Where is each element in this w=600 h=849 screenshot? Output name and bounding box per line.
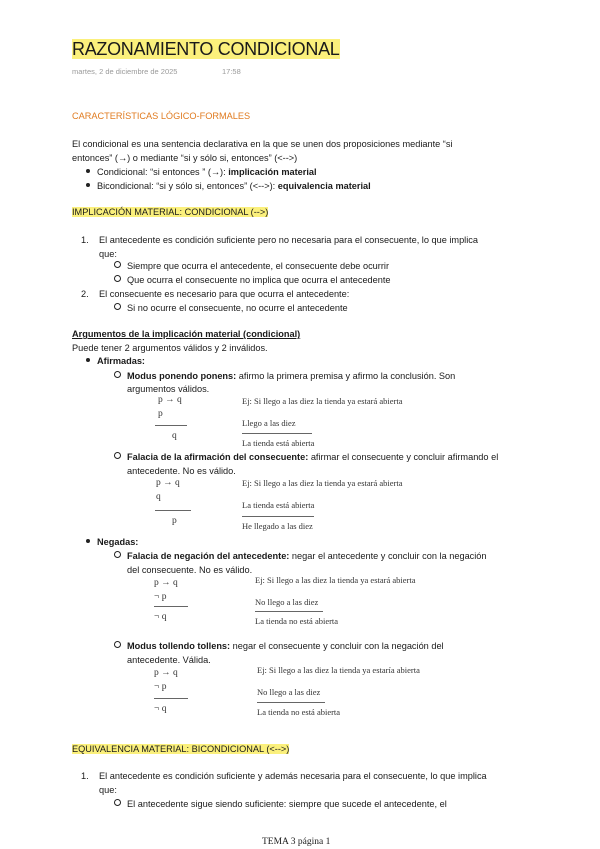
example-divider [255, 611, 323, 612]
page-title: RAZONAMIENTO CONDICIONAL [72, 39, 340, 59]
example-divider [242, 433, 312, 434]
numbered-item-cont: que: [99, 249, 117, 259]
sub-list-item: Si no ocurre el consecuente, no ocurre el antecedente [114, 301, 348, 315]
example-divider [242, 516, 314, 517]
bullet-icon [114, 371, 121, 378]
bullet-icon [114, 275, 121, 282]
bullet-icon [86, 183, 90, 187]
bullet-icon [114, 551, 121, 558]
page-footer: TEMA 3 página 1 [262, 837, 331, 847]
bullet-icon [86, 539, 90, 543]
bullet-icon [114, 641, 121, 648]
numbered-item: 1. El antecedente es condición suficiente y además necesaria para el consecuente, lo que implica [81, 771, 487, 781]
sub-list-item: Falacia de la afirmación del consecuente: afirmar el consecuente y concluir afirmando el [114, 450, 498, 464]
list-item-afirmadas: Afirmadas: [86, 354, 145, 368]
formula-premise: q [156, 492, 161, 502]
bullet-icon [114, 261, 121, 268]
formula-conclusion: q [172, 431, 177, 441]
numbered-item: 2. El consecuente es necesario para que ocurra el antecedente: [81, 289, 350, 299]
sub-list-item: Que ocurra el consecuente no implica que ocurra el antecedente [114, 273, 391, 287]
section-heading-argumentos: Argumentos de la implicación material (condicional) [72, 329, 301, 339]
paragraph-line: El condicional es una sentencia declarativa en la que se unen dos proposiciones mediante “si [72, 139, 453, 149]
section-heading-implicacion: IMPLICACIÓN MATERIAL: CONDICIONAL (-->) [72, 207, 269, 217]
example-text: Ej: Si llego a las diez la tienda ya estará abierta [242, 396, 403, 406]
list-item: Condicional: “si entonces ” (→): implicación material [86, 165, 317, 179]
formula-premise: ¬ p [154, 592, 167, 602]
example-text: La tienda está abierta [242, 500, 315, 510]
formula-premise: p → q [158, 395, 182, 405]
formula-premise: p [158, 409, 163, 419]
example-text: He llegado a las diez [242, 521, 313, 531]
paragraph-line: Puede tener 2 argumentos válidos y 2 inválidos. [72, 343, 268, 353]
sub-list-item-cont: del consecuente. No es válido. [127, 565, 253, 575]
formula-premise: p → q [154, 578, 178, 588]
formula-divider [155, 425, 187, 426]
sub-list-item-cont: antecedente. No es válido. [127, 466, 236, 476]
sub-list-item: Modus tollendo tollens: negar el consecuente y concluir con la negación del [114, 639, 444, 653]
formula-conclusion: p [172, 516, 177, 526]
example-text: No llego a las diez [255, 597, 319, 607]
list-item-negadas: Negadas: [86, 535, 138, 549]
numbered-item: 1. El antecedente es condición suficiente pero no necesaria para el consecuente, lo que implica [81, 235, 478, 245]
formula-conclusion: ¬ q [154, 704, 167, 714]
section-heading-equivalencia: EQUIVALENCIA MATERIAL: BICONDICIONAL (<-->) [72, 744, 290, 754]
example-text: La tienda no está abierta [255, 616, 339, 626]
section-heading-caracteristicas: CARACTERÍSTICAS LÓGICO-FORMALES [72, 111, 251, 121]
page-time: 17:58 [222, 67, 241, 76]
formula-conclusion: ¬ q [154, 612, 167, 622]
example-text: Llego a las diez [242, 418, 296, 428]
formula-divider [155, 510, 191, 511]
example-text: Ej: Si llego a las diez la tienda ya estaría abierta [257, 665, 420, 675]
bullet-icon [114, 799, 121, 806]
example-divider [257, 702, 325, 703]
formula-premise: ¬ p [154, 682, 167, 692]
sub-list-item-cont: antecedente. Válida. [127, 655, 211, 665]
formula-divider [154, 698, 188, 699]
list-item: Bicondicional: “si y sólo si, entonces” (<-->): equivalencia material [86, 179, 371, 193]
sub-list-item-cont: argumentos válidos. [127, 384, 210, 394]
example-text: Ej: Si llego a las diez la tienda ya estará abierta [242, 478, 403, 488]
bullet-icon [114, 452, 121, 459]
sub-list-item: Falacia de negación del antecedente: negar el antecedente y concluir con la negación [114, 549, 487, 563]
page-date: martes, 2 de diciembre de 2025 [72, 67, 178, 76]
formula-divider [154, 606, 188, 607]
formula-premise: p → q [156, 478, 180, 488]
sub-list-item: El antecedente sigue siendo suficiente: siempre que sucede el antecedente, el [114, 797, 447, 811]
bullet-icon [86, 358, 90, 362]
sub-list-item: Modus ponendo ponens: afirmo la primera premisa y afirmo la conclusión. Son [114, 369, 455, 383]
bullet-icon [86, 169, 90, 173]
formula-premise: p → q [154, 668, 178, 678]
example-text: Ej: Si llego a las diez la tienda ya estará abierta [255, 575, 416, 585]
numbered-item-cont: que: [99, 785, 117, 795]
example-text: La tienda está abierta [242, 438, 315, 448]
bullet-icon [114, 303, 121, 310]
sub-list-item: Siempre que ocurra el antecedente, el consecuente debe ocurrir [114, 259, 389, 273]
example-text: No llego a las diez [257, 687, 321, 697]
example-text: La tienda no está abierta [257, 707, 341, 717]
paragraph-line: entonces” (→) o mediante “si y sólo si, entonces” (<-->) [72, 153, 298, 163]
